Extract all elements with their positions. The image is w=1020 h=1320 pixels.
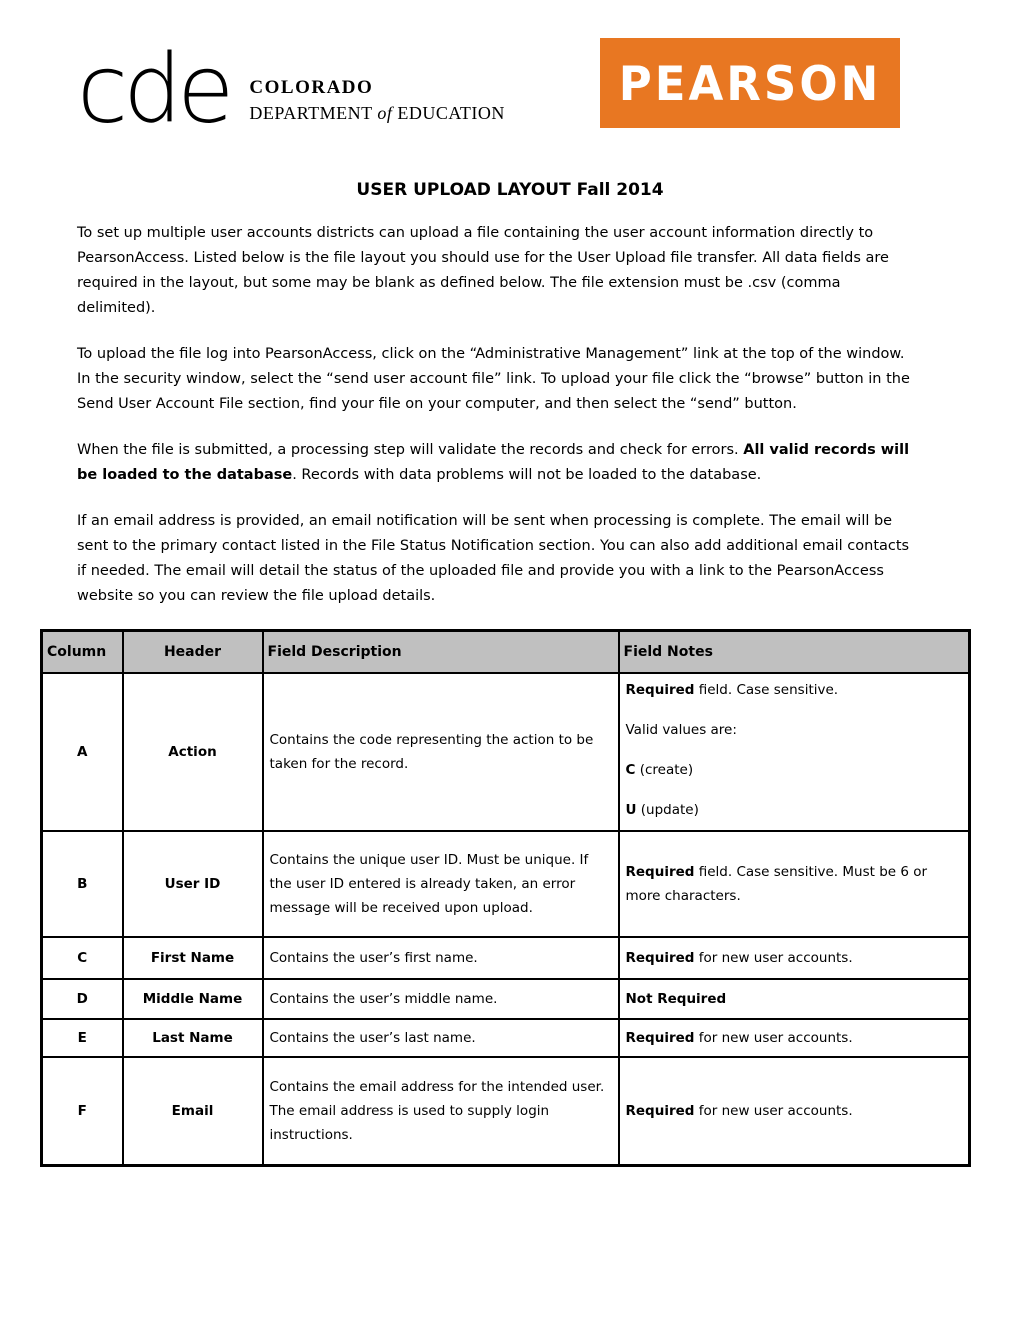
page-title: USER UPLOAD LAYOUT Fall 2014 xyxy=(356,180,664,200)
row-a-note-create-rest: (create) xyxy=(635,762,694,778)
row-a-letter: A xyxy=(42,673,123,831)
paragraph-upload-steps: To upload the file log into PearsonAccess, click on the “Administrative Management” link at the top of the window. In the security window, select the “send user account file” link. To upload your file click the “browse” button in the Send User Account File section, find your file on your computer, and then select the “send” button. xyxy=(77,346,910,412)
row-c-notes-bold: Required xyxy=(625,950,695,966)
validation-text-end: . Records with data problems will not be loaded to the database. xyxy=(292,467,762,483)
table-header-row xyxy=(42,631,970,674)
user-upload-layout-table xyxy=(40,629,971,1167)
paragraph-validation xyxy=(77,438,922,488)
cde-colorado-text: COLORADO xyxy=(249,76,374,98)
table-row-user-id xyxy=(42,831,970,937)
table-row-last-name xyxy=(42,1019,970,1057)
cde-wordmark xyxy=(249,55,504,124)
row-b-notes-bold: Required xyxy=(625,864,695,880)
row-a-note-create xyxy=(626,758,963,782)
row-f-notes-bold: Required xyxy=(625,1102,695,1119)
cde-department-pre: DEPARTMENT xyxy=(249,102,378,123)
row-d-header: Middle Name xyxy=(123,979,263,1019)
row-a-note-valid-values: Valid values are: xyxy=(625,722,737,738)
page-header xyxy=(0,0,1020,145)
row-d-description: Contains the user’s middle name. xyxy=(263,979,619,1019)
row-c-header: First Name xyxy=(123,937,263,979)
row-f-description: Contains the email address for the intended user. The email address is used to supply login instructions. xyxy=(263,1057,619,1165)
cde-department-text xyxy=(249,103,504,124)
paragraph-email-notification: If an email address is provided, an email notification will be sent when processing is complete. The email will be sent to the primary contact listed in the File Status Notification section. You can also add additional email contacts if needed. The email will detail the status of the uploaded file and provide you with a link to the PearsonAccess website so you can review the file upload details. xyxy=(77,513,910,604)
cde-department-post: EDUCATION xyxy=(392,102,505,123)
row-f-letter: F xyxy=(42,1057,123,1165)
row-c-letter: C xyxy=(42,937,123,979)
row-e-notes xyxy=(619,1019,970,1057)
table-row-email xyxy=(42,1057,970,1165)
pearson-logo xyxy=(600,38,900,128)
row-b-notes xyxy=(619,831,970,937)
row-a-note-update-code: U xyxy=(625,802,637,818)
row-e-description: Contains the user’s last name. xyxy=(263,1019,619,1057)
row-e-header: Last Name xyxy=(123,1019,263,1057)
header-cell-field-description: Field Description xyxy=(263,631,619,674)
row-b-header: User ID xyxy=(123,831,263,937)
row-c-notes xyxy=(619,937,970,979)
row-c-description: Contains the user’s first name. xyxy=(263,937,619,979)
row-f-notes-rest: for new user accounts. xyxy=(694,1102,853,1119)
row-b-notes-rest: field. Case sensitive. Must be 6 or more characters. xyxy=(625,864,928,904)
row-c-notes-rest: for new user accounts. xyxy=(694,950,853,966)
row-a-note-update xyxy=(626,798,963,822)
row-a-note-required-rest: field. Case sensitive. xyxy=(694,682,839,698)
row-d-notes-bold: Not Required xyxy=(625,991,727,1007)
row-a-description: Contains the code representing the action to be taken for the record. xyxy=(263,673,619,831)
row-e-notes-rest: for new user accounts. xyxy=(694,1030,853,1046)
cde-department-of: of xyxy=(377,102,393,123)
row-a-note-required xyxy=(626,678,963,702)
table-row-middle-name xyxy=(42,979,970,1019)
row-a-header: Action xyxy=(123,673,263,831)
cde-acronym-text: cde xyxy=(77,33,230,145)
row-a-note-update-rest: (update) xyxy=(636,802,699,818)
header-cell-column: Column xyxy=(42,631,123,674)
header-cell-header: Header xyxy=(123,631,263,674)
validation-text-start: When the file is submitted, a processing step will validate the records and check for errors. xyxy=(77,442,744,458)
row-f-header: Email xyxy=(123,1057,263,1165)
row-b-description: Contains the unique user ID. Must be unique. If the user ID entered is already taken, an error message will be received upon upload. xyxy=(263,831,619,937)
cde-logo xyxy=(77,33,505,145)
row-e-notes-bold: Required xyxy=(625,1030,695,1046)
pearson-logo-text: PEARSON xyxy=(618,55,882,111)
row-a-note-create-code: C xyxy=(625,762,636,778)
row-a-notes xyxy=(619,673,970,831)
row-d-letter: D xyxy=(42,979,123,1019)
row-b-letter: B xyxy=(42,831,123,937)
row-d-notes xyxy=(619,979,970,1019)
table-row-first-name xyxy=(42,937,970,979)
validation-text-bold: All valid records will be loaded to the database xyxy=(77,442,910,483)
paragraph-intro: To set up multiple user accounts districts can upload a file containing the user account information directly to PearsonAccess. Listed below is the file layout you should use for the User Upload file transfer. All data fields are required in the layout, but some may be blank as defined below. The file extension must be .csv (comma delimited). xyxy=(77,225,889,316)
row-a-note-required-bold: Required xyxy=(625,682,695,698)
row-e-letter: E xyxy=(42,1019,123,1057)
header-cell-field-notes: Field Notes xyxy=(619,631,970,674)
row-f-notes xyxy=(619,1057,970,1165)
table-row-action xyxy=(42,673,970,831)
